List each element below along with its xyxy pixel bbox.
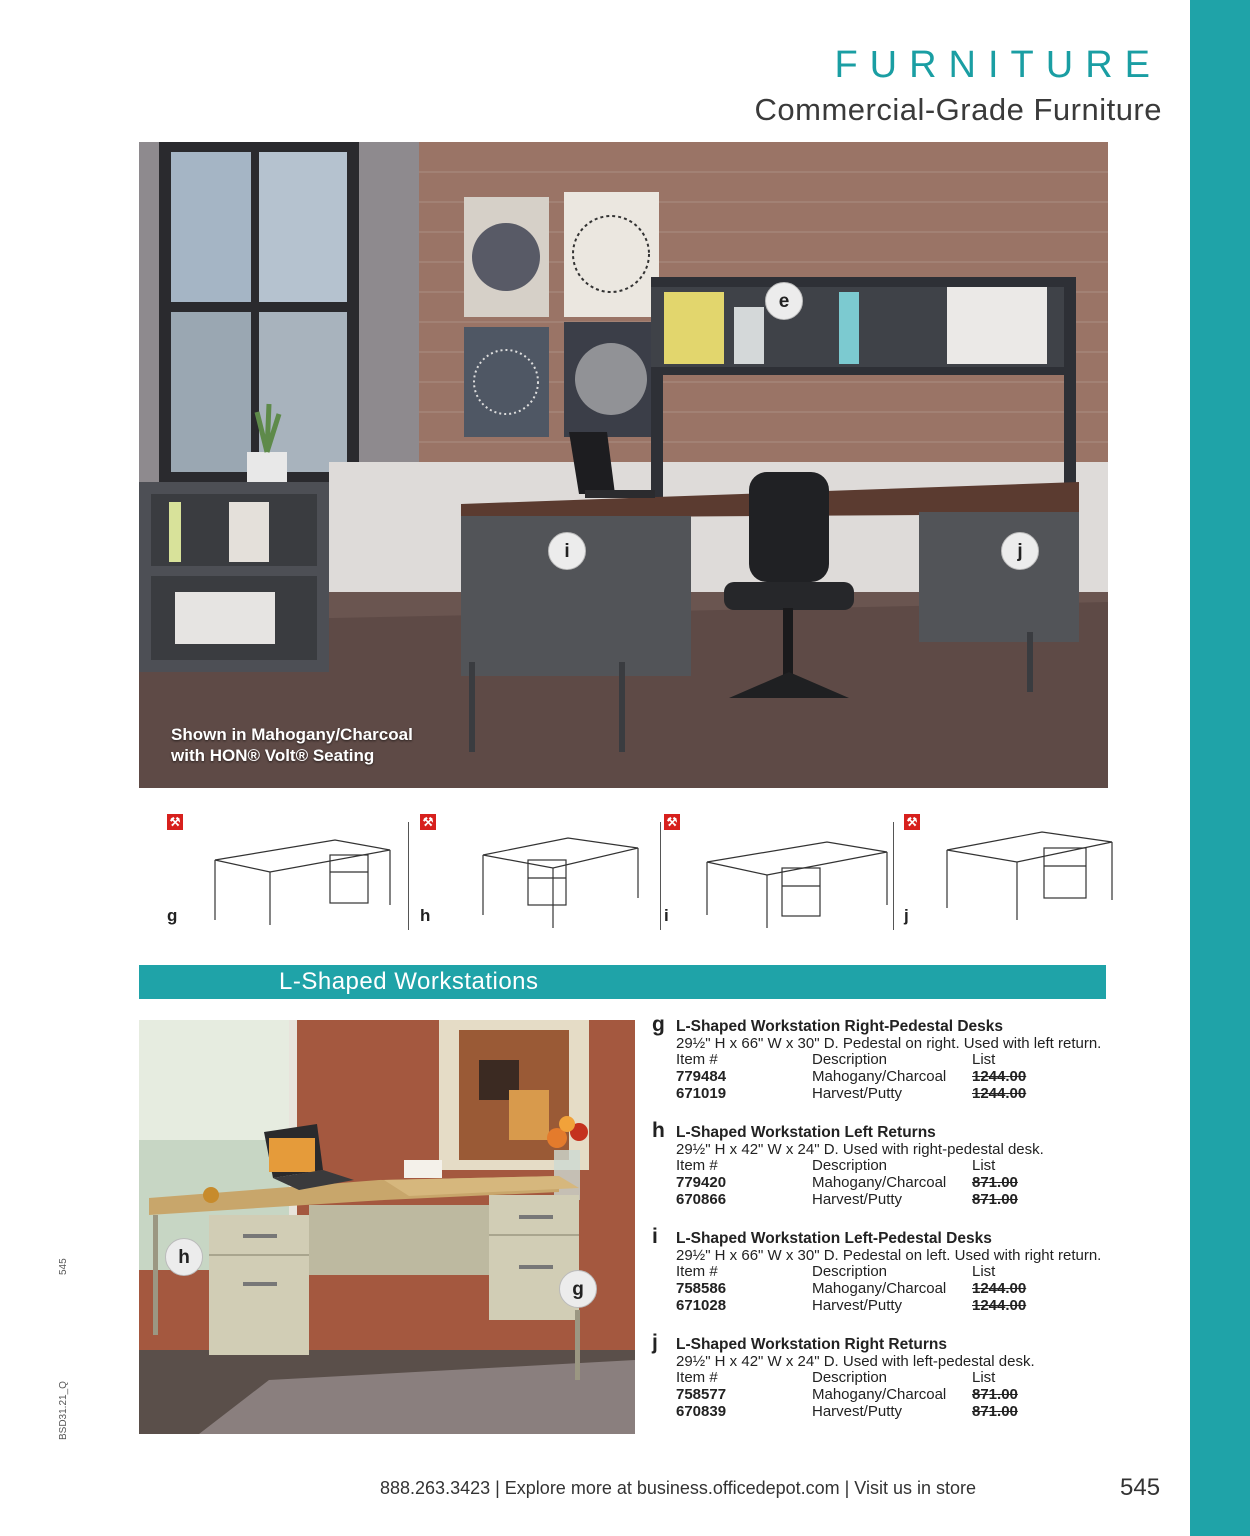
col-header-description: Description bbox=[812, 1051, 888, 1068]
workstation-photo bbox=[139, 1020, 635, 1434]
item-description: Mahogany/Charcoal bbox=[812, 1068, 947, 1085]
page-subtitle: Commercial-Grade Furniture bbox=[754, 92, 1162, 127]
section-header bbox=[139, 965, 1106, 999]
product-description: 29½" H x 42" W x 24" D. Used with left-pedestal desk. bbox=[676, 1353, 1035, 1370]
wrench-icon: ⚒ bbox=[167, 814, 183, 830]
col-header-description: Description bbox=[812, 1369, 888, 1386]
product-letter: i bbox=[652, 1225, 658, 1248]
footer-contact: 888.263.3423 | Explore more at business.officedepot.com | Visit us in store bbox=[380, 1478, 977, 1498]
product-list bbox=[652, 1013, 1112, 1443]
desk-diagram-g bbox=[195, 820, 395, 930]
col-header-description: Description bbox=[812, 1157, 888, 1174]
diagram-letter: j bbox=[904, 906, 909, 925]
item-number: 758586 bbox=[676, 1280, 727, 1297]
col-header-description: Description bbox=[812, 1263, 888, 1280]
item-number: 670839 bbox=[676, 1403, 727, 1420]
item-number: 671019 bbox=[676, 1085, 727, 1102]
diagram-j bbox=[892, 810, 1132, 940]
col-header-list: List bbox=[972, 1157, 996, 1174]
side-doc-code: BSD31.21_Q bbox=[58, 1381, 69, 1440]
item-description: Mahogany/Charcoal bbox=[812, 1280, 947, 1297]
product-description: 29½" H x 42" W x 24" D. Used with right-pedestal desk. bbox=[676, 1141, 1044, 1158]
diagram-letter: g bbox=[167, 906, 178, 925]
diagram-h bbox=[408, 810, 648, 940]
item-description: Mahogany/Charcoal bbox=[812, 1386, 947, 1403]
item-description: Harvest/Putty bbox=[812, 1403, 903, 1420]
product-title: L-Shaped Workstation Right-Pedestal Desks bbox=[676, 1018, 1003, 1035]
wrench-icon: ⚒ bbox=[904, 814, 920, 830]
hero-photo bbox=[139, 142, 1108, 788]
product-description: 29½" H x 66" W x 30" D. Pedestal on left. Used with right return. bbox=[676, 1247, 1102, 1264]
desk-diagram-i bbox=[692, 820, 892, 930]
diagram-i bbox=[652, 810, 892, 940]
product-h bbox=[652, 1119, 1112, 1231]
hero-caption bbox=[171, 724, 413, 766]
item-number: 758577 bbox=[676, 1386, 727, 1403]
product-letter: j bbox=[652, 1331, 658, 1354]
side-page-code: 545 bbox=[58, 1258, 69, 1275]
page-number: 545 bbox=[1120, 1474, 1161, 1501]
item-number: 671028 bbox=[676, 1297, 727, 1314]
item-description: Harvest/Putty bbox=[812, 1085, 903, 1102]
item-description: Harvest/Putty bbox=[812, 1297, 903, 1314]
item-list-price: 1244.00 bbox=[972, 1068, 1027, 1085]
product-description: 29½" H x 66" W x 30" D. Pedestal on right. Used with left return. bbox=[676, 1035, 1102, 1052]
item-list-price: 1244.00 bbox=[972, 1085, 1027, 1102]
product-letter: h bbox=[652, 1119, 665, 1142]
item-number: 779420 bbox=[676, 1174, 727, 1191]
col-header-item: Item # bbox=[676, 1157, 718, 1174]
diagram-letter: i bbox=[664, 906, 669, 925]
item-number: 779484 bbox=[676, 1068, 727, 1085]
hero-caption-line1: Shown in Mahogany/Charcoal bbox=[171, 725, 413, 744]
accent-side-strip bbox=[1190, 0, 1250, 1536]
product-title: L-Shaped Workstation Left Returns bbox=[676, 1124, 936, 1141]
item-list-price: 871.00 bbox=[972, 1403, 1018, 1420]
diagram-letter: h bbox=[420, 906, 431, 925]
section-title: L-Shaped Workstations bbox=[279, 968, 539, 995]
item-list-price: 1244.00 bbox=[972, 1280, 1027, 1297]
product-j bbox=[652, 1331, 1112, 1443]
item-number: 670866 bbox=[676, 1191, 727, 1208]
item-list-price: 871.00 bbox=[972, 1174, 1018, 1191]
wrench-icon: ⚒ bbox=[664, 814, 680, 830]
item-description: Mahogany/Charcoal bbox=[812, 1174, 947, 1191]
col-header-list: List bbox=[972, 1051, 996, 1068]
product-title: L-Shaped Workstation Left-Pedestal Desks bbox=[676, 1230, 992, 1247]
item-list-price: 871.00 bbox=[972, 1191, 1018, 1208]
col-header-item: Item # bbox=[676, 1051, 718, 1068]
photo-marker-g: g bbox=[559, 1270, 597, 1308]
item-list-price: 1244.00 bbox=[972, 1297, 1027, 1314]
item-description: Harvest/Putty bbox=[812, 1191, 903, 1208]
product-letter: g bbox=[652, 1013, 665, 1036]
product-i bbox=[652, 1225, 1112, 1337]
col-header-item: Item # bbox=[676, 1369, 718, 1386]
hero-caption-line2: with HON® Volt® Seating bbox=[171, 746, 375, 765]
item-list-price: 871.00 bbox=[972, 1386, 1018, 1403]
col-header-item: Item # bbox=[676, 1263, 718, 1280]
desk-diagram-j bbox=[932, 820, 1132, 930]
page-title: FURNITURE bbox=[834, 44, 1162, 86]
photo-marker-h: h bbox=[165, 1238, 203, 1276]
product-title: L-Shaped Workstation Right Returns bbox=[676, 1336, 947, 1353]
wrench-icon: ⚒ bbox=[420, 814, 436, 830]
product-g bbox=[652, 1013, 1112, 1125]
desk-diagram-h bbox=[448, 820, 648, 930]
diagram-g bbox=[155, 810, 395, 940]
hero-marker-i: i bbox=[548, 532, 586, 570]
col-header-list: List bbox=[972, 1263, 996, 1280]
hero-marker-e: e bbox=[765, 282, 803, 320]
hero-marker-j: j bbox=[1001, 532, 1039, 570]
col-header-list: List bbox=[972, 1369, 996, 1386]
